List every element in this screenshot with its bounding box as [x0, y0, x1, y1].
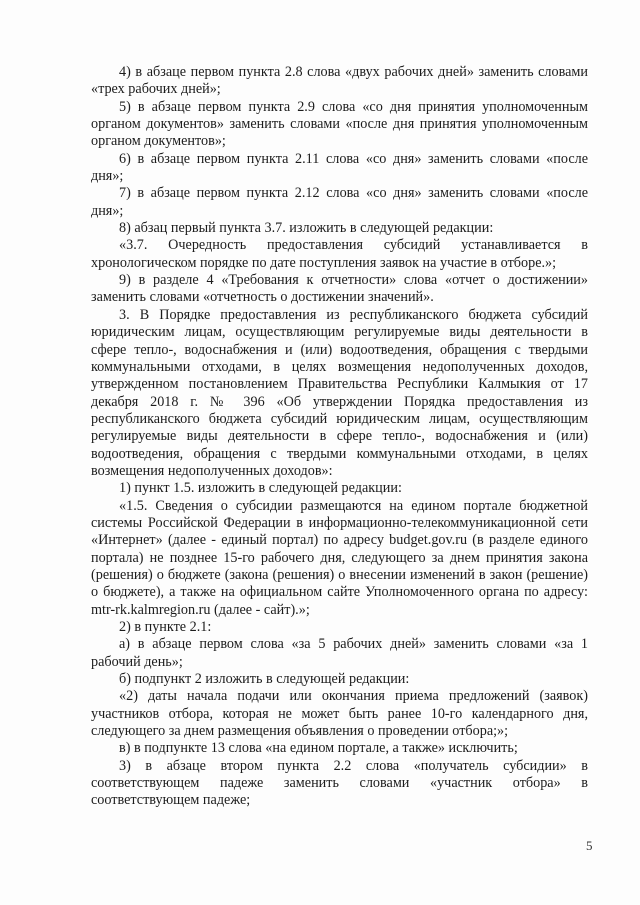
paragraph-subitem-2v: в) в подпункте 13 слова «на едином портале, а также» исключить; [119, 740, 518, 757]
document-body [91, 64, 588, 810]
paragraph-item-5: 5) в абзаце первом пункта 2.9 слова «со дня принятия уполномоченным органом документов» заменить словами «после дня принятия уполномоченным органом документов»; [91, 98, 588, 150]
paragraph-subitem-2b: б) подпункт 2 изложить в следующей редакции: [119, 671, 410, 688]
paragraph-subitem-3: 3) в абзаце втором пункта 2.2 слова «получатель субсидии» в соответствующем падеже заменить словами «участник отбора» в соответствующем падеже; [91, 757, 588, 809]
paragraph-quote-2: «2) даты начала подачи или окончания приема предложений (заявок) участников отбора, которая не может быть ранее 10-го календарного дня, следующего за днем размещения объявления о проведении отбора;»; [91, 688, 588, 740]
paragraph-item-4: 4) в абзаце первом пункта 2.8 слова «двух рабочих дней» заменить словами «трех рабочих дней»; [91, 64, 588, 98]
paragraph-subitem-2: 2) в пункте 2.1: [119, 619, 212, 635]
paragraph-item-8: 8) абзац первый пункта 3.7. изложить в следующей редакции: [119, 220, 494, 237]
paragraph-item-6: 6) в абзаце первом пункта 2.11 слова «со дня» заменить словами «после дня»; [91, 150, 588, 185]
paragraph-subitem-2a: а) в абзаце первом слова «за 5 рабочих дней» заменить словами «за 1 рабочий день»; [91, 636, 588, 670]
page-number: 5 [586, 838, 593, 853]
paragraph-item-9: 9) в разделе 4 «Требования к отчетности» слова «отчет о достижении» заменить словами «отчетность о достижении значений». [91, 272, 588, 306]
paragraph-quote-1-5: «1.5. Сведения о субсидии размещаются на едином портале бюджетной системы Российской Федерации в информационно-телекоммуникационной сети «Интернет» (далее - единый портал) по адресу budget.gov.ru (в разделе единого портала) не позднее 15-го рабочего дня, следующего за днем принятия закона (решения) о бюджете (закона (решения) о внесении изменений в закон (решение) о бюджете), а также на официальном сайте Уполномоченного органа по адресу: mtr-rk.kalmregion.ru (далее - сайт).»; [91, 497, 588, 618]
paragraph-section-3: 3. В Порядке предоставления из республиканского бюджета субсидий юридическим лицам, осуществляющим регулируемые виды деятельности в сфере тепло-, водоснабжения и (или) водоотведения, обращения с твердыми коммунальными отходами, в целях возмещения недополученных доходов, утвержденном постановлением Правительства Республики Калмыкия от 17 декабря 2018 г. № 396 «Об утверждении Порядка предоставления из республиканского бюджета субсидий юридическим лицам, осуществляющим регулируемые виды деятельности в сфере тепло-, водоснабжения и (или) водоотведения, обращения с твердыми коммунальными отходами, в целях возмещения недополученных доходов»: [91, 306, 588, 479]
paragraph-quote-3-7: «3.7. Очередность предоставления субсидий устанавливается в хронологическом порядке по дате поступления заявок на участие в отборе.»; [91, 237, 588, 271]
paragraph-subitem-1: 1) пункт 1.5. изложить в следующей редакции: [119, 480, 402, 497]
paragraph-item-7: 7) в абзаце первом пункта 2.12 слова «со дня» заменить словами «после дня»; [91, 185, 588, 219]
